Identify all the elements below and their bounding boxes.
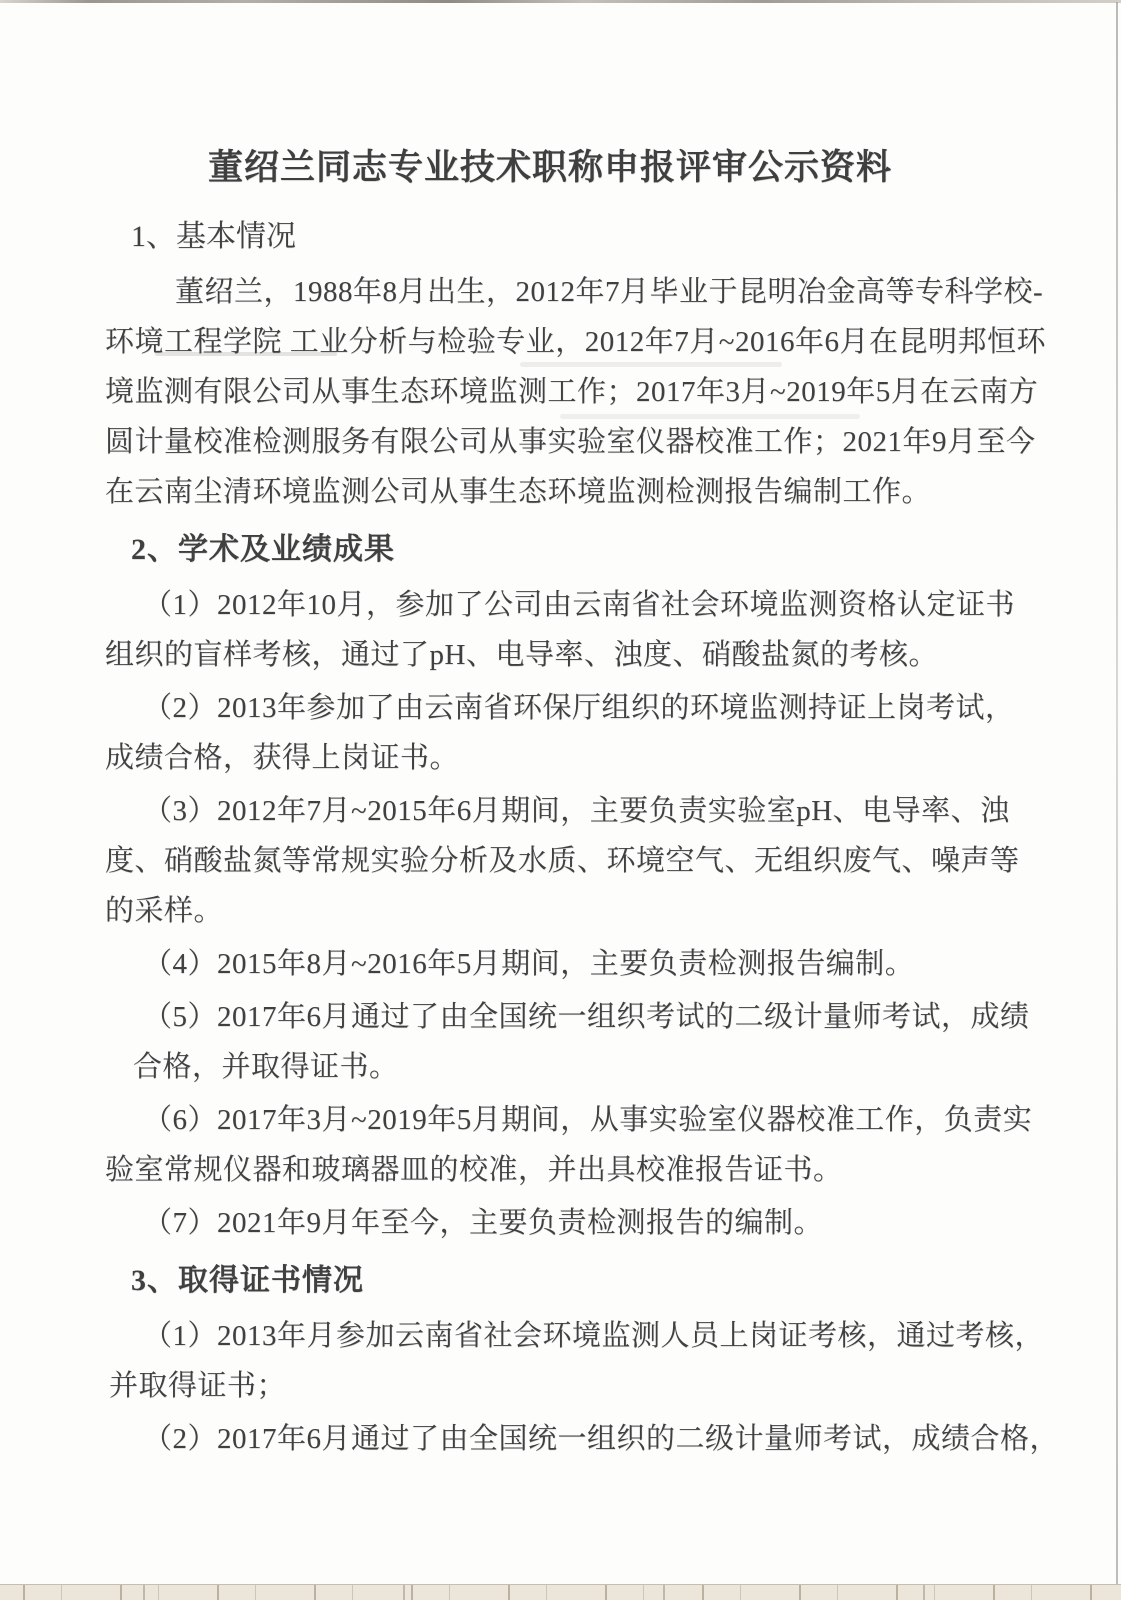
section-heading-certificates: 3、取得证书情况 bbox=[131, 1264, 364, 1297]
paragraph-achievement-4 bbox=[105, 939, 995, 989]
text-line: （2）2013年参加了由云南省环保厅组织的环境监测持证上岗考试， bbox=[143, 692, 1015, 724]
paragraph-achievement-5 bbox=[105, 992, 1030, 1092]
text-line: （7）2021年9月年至今，主要负责检测报告的编制。 bbox=[143, 1207, 824, 1239]
document-title: 董绍兰同志专业技术职称申报评审公示资料 bbox=[207, 148, 892, 187]
scan-top-edge bbox=[0, 0, 1121, 3]
paragraph-achievement-1 bbox=[105, 580, 1016, 680]
text-line: 成绩合格，获得上岗证书。 bbox=[105, 742, 460, 774]
document-content bbox=[105, 140, 1060, 1464]
text-line: （6）2017年3月~2019年5月期间，从事实验室仪器校准工作，负责实 bbox=[143, 1104, 1033, 1136]
text-line: 在云南尘清环境监测公司从事生态环境监测检测报告编制工作。 bbox=[105, 476, 932, 508]
section-heading-basic-info: 1、基本情况 bbox=[131, 220, 296, 253]
paragraph-basic-info bbox=[105, 267, 1046, 517]
text-line: 董绍兰，1988年8月出生，2012年7月毕业于昆明冶金高等专科学校- bbox=[175, 276, 1044, 308]
paragraph-achievement-7 bbox=[105, 1198, 995, 1248]
text-line: 度、硝酸盐氮等常规实验分析及水质、环境空气、无组织废气、噪声等 bbox=[105, 845, 1020, 877]
text-line: 合格，并取得证书。 bbox=[133, 1051, 399, 1083]
text-line: 并取得证书； bbox=[109, 1370, 287, 1402]
text-line: （1）2012年10月，参加了公司由云南省社会环境监测资格认定证书 bbox=[143, 589, 1016, 621]
text-line: 组织的盲样考核，通过了pH、电导率、浊度、硝酸盐氮的考核。 bbox=[105, 639, 938, 671]
paragraph-certificate-2 bbox=[105, 1414, 1060, 1464]
text-line: （1）2013年月参加云南省社会环境监测人员上岗证考核，通过考核， bbox=[143, 1320, 1045, 1352]
text-line: 境监测有限公司从事生态环境监测工作；2017年3月~2019年5月在云南方 bbox=[105, 376, 1039, 408]
text-line: 的采样。 bbox=[105, 895, 224, 927]
section-heading-achievements: 2、学术及业绩成果 bbox=[131, 533, 395, 566]
paragraph-certificate-1 bbox=[105, 1311, 1045, 1411]
text-line: （5）2017年6月通过了由全国统一组织考试的二级计量师考试，成绩 bbox=[143, 1001, 1030, 1033]
scan-bottom-edge-strip bbox=[0, 1584, 1121, 1600]
text-line: （4）2015年8月~2016年5月期间，主要负责检测报告编制。 bbox=[143, 948, 915, 980]
text-line: 环境工程学院 工业分析与检验专业，2012年7月~2016年6月在昆明邦恒环 bbox=[105, 326, 1046, 358]
text-line: 验室常规仪器和玻璃器皿的校准，并出具校准报告证书。 bbox=[105, 1154, 843, 1186]
paragraph-achievement-2 bbox=[105, 683, 1015, 783]
text-line: 圆计量校准检测服务有限公司从事实验室仪器校准工作；2021年9月至今 bbox=[105, 426, 1036, 458]
text-line: （3）2012年7月~2015年6月期间，主要负责实验室pH、电导率、浊 bbox=[143, 795, 1010, 827]
text-line: （2）2017年6月通过了由全国统一组织的二级计量师考试，成绩合格， bbox=[143, 1423, 1060, 1455]
scan-right-edge-line bbox=[1116, 2, 1118, 1584]
paragraph-achievement-3 bbox=[105, 786, 1020, 936]
paragraph-achievement-6 bbox=[105, 1095, 1033, 1195]
